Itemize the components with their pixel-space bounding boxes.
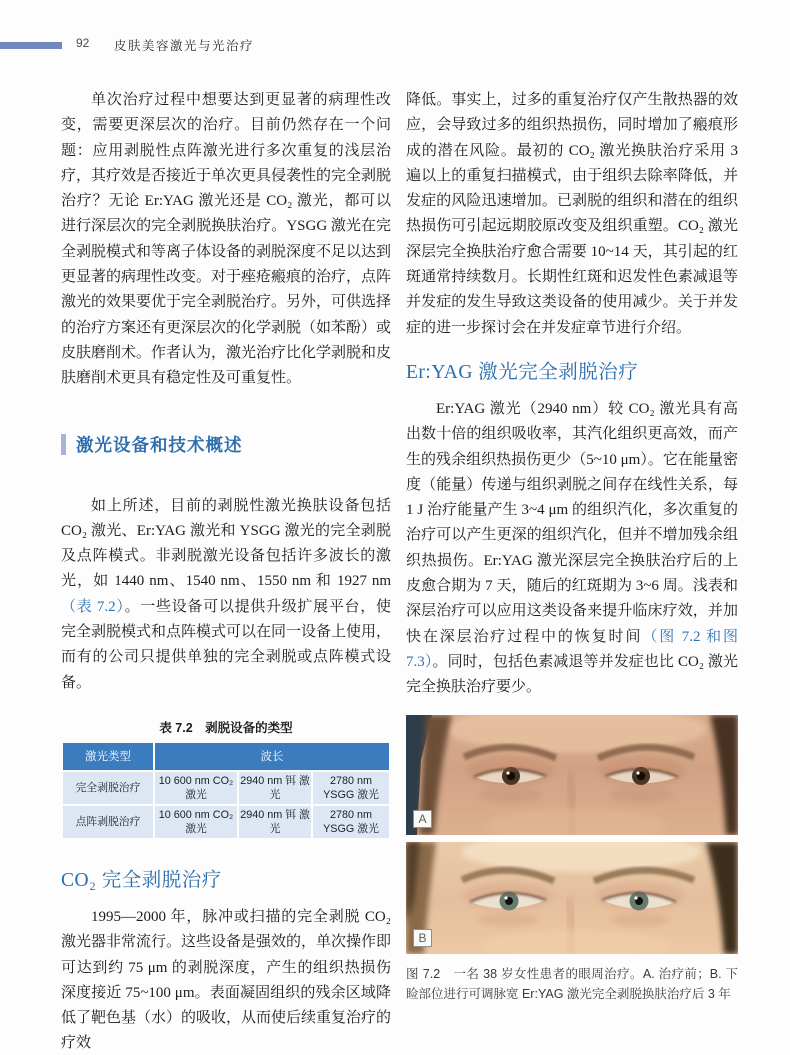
eryag-section-heading: Er:YAG 激光完全剥脱治疗 — [406, 361, 639, 383]
table-row-full-ablative — [62, 771, 390, 805]
photo-after-treatment — [406, 842, 738, 954]
paragraph-text: 。一些设备可以提供升级扩展平台，使完全剥脱模式和点阵模式可以在同一设备上使用，而有的公司只提供单独的完全剥脱或点阵模式设备。 — [61, 598, 392, 691]
running-title: 皮肤美容激光与光治疗 — [114, 39, 255, 53]
table-cell-co2: 10 600 nm CO₂ 激光 — [154, 805, 238, 839]
paragraph-text: 。同时，包括色素减退等并发症也比 CO₂ 激光完全换肤治疗要少。 — [406, 653, 738, 696]
paragraph-intro: 单次治疗过程中想要达到更显著的病理性改变，需要更深层次的治疗。目前仍然存在一个问题：应用剥脱性点阵激光进行多次重复的浅层治疗，其疗效是否接近于单次更具侵袭性的完全剥脱治疗？无论 Er:YAG 激光还是 CO₂ 激光，都可以进行深层次的完全剥脱换肤治疗。YSGG 激光在完全剥脱模式和等离子体设备的剥脱深度不足以达到更显著的病理性改变。对于痤疮瘢痕的治疗，点阵激光的效果要优于完全剥脱治疗。另外，可供选择的治疗方案还有更深层次的化学剥脱（如苯酚）或皮肤磨削术。作者认为，激光治疗比化学剥脱和皮肤磨削术更具有稳定性及可重复性。 — [61, 92, 392, 387]
table-cell-erbium: 2940 nm 铒 激光 — [238, 771, 312, 805]
ablative-devices-table — [61, 741, 391, 840]
photo-label-a: A — [413, 810, 432, 828]
paragraph-eryag — [406, 397, 738, 701]
table-cell-erbium: 2940 nm 铒 激光 — [238, 805, 312, 839]
table-header-laser-type: 激光类型 — [62, 742, 154, 771]
table-caption: 表 7.2 剥脱设备的类型 — [159, 720, 293, 735]
table-row-fractional-ablative — [62, 805, 390, 839]
figure-caption: 图 7.2 一名 38 岁女性患者的眼周治疗。A. 治疗前；B. 下睑部位进行可调脉宽 Er:YAG 激光完全剥脱换肤治疗后 3 年 — [406, 966, 738, 1001]
left-column — [61, 88, 391, 1055]
photo-before-treatment — [406, 715, 738, 835]
paragraph-text: 如上所述，目前的剥脱性激光换肤设备包括 CO₂ 激光、Er:YAG 激光和 YSGG 激光的完全剥脱及点阵模式。非剥脱激光设备包括许多波长的激光，如 1440 nm、1540 nm、1550 nm 和 1927 nm — [61, 497, 391, 590]
right-column — [406, 88, 738, 1004]
table-cell-ysgg: 2780 nm YSGG 激光 — [312, 771, 390, 805]
photo-before-illustration — [406, 715, 738, 835]
photo-after-illustration — [406, 842, 738, 954]
paragraph-co2-continued: 降低。事实上，过多的重复治疗仅产生散热器的效应，会导致过多的组织热损伤，同时增加了瘢痕形成的潜在风险。最初的 CO₂ 激光换肤治疗采用 3 遍以上的重复扫描模式，由于组织去除率降低，并发症的风险迅速增加。已剥脱的组织和潜在的组织热损伤可引起远期胶原改变及组织重塑。CO₂ 激光深层完全换肤治疗愈合需要 10~14 天，其引起的红斑通常持续数月。长期性红斑和迟发性色素减退等并发症的发生导致这类设备的使用减少。关于并发症的进一步探讨会在并发症章节进行介绍。 — [406, 92, 738, 336]
table-cell-type: 完全剥脱治疗 — [62, 771, 154, 805]
table-cell-ysgg: 2780 nm YSGG 激光 — [312, 805, 390, 839]
paragraph-co2: 1995—2000 年，脉冲或扫描的完全剥脱 CO₂ 激光器非常流行。这些设备是强效的，单次操作即可达到约 75 μm 的剥脱深度，产生的组织热损伤深度接近 75~100 μm。表面凝固组织的残余区域降低了靶色基（水）的吸收，从而使后续重复治疗的疗效 — [61, 908, 392, 1052]
table-header-wavelength: 波长 — [154, 742, 390, 771]
paragraph-text: Er:YAG 激光（2940 nm）较 CO₂ 激光具有高出数十倍的组织吸收率，其汽化组织更高效，而产生的残余组织热损伤更少（5~10 μm）。它在能量密度（能量）传递与组织剥脱之间存在线性关系，每 1 J 治疗能量产生 3~4 μm 的组织汽化，多次重复的治疗可以产生更深的组织汽化，但并不增加残余组织热损伤。Er:YAG 激光深层完全换肤治疗后的上皮愈合期为 7 天，随后的红斑期为 3~6 周。浅表和深层治疗可以应用这类设备来提升临床疗效，并加快在深层治疗过程中的恢复时间 — [406, 400, 738, 645]
table-7-2-ref-link[interactable]: （表 7.2） — [61, 598, 125, 615]
figure-7-2-ref-link[interactable]: （图 7.2 和图 7.3） — [406, 628, 738, 670]
section-heading-laser-devices — [61, 432, 391, 458]
section-heading-text: 激光设备和技术概述 — [76, 435, 243, 456]
paragraph-devices — [61, 494, 391, 696]
figure-7-2 — [406, 715, 738, 1004]
photo-label-b: B — [413, 929, 432, 947]
table-header-row — [62, 742, 390, 771]
table-cell-type: 点阵剥脱治疗 — [62, 805, 154, 839]
page-number: 92 — [76, 36, 90, 50]
header-accent-bar — [0, 42, 62, 49]
co2-section-heading: CO₂ 完全剥脱治疗 — [61, 869, 222, 891]
table-cell-co2: 10 600 nm CO₂ 激光 — [154, 771, 238, 805]
heading-accent-bar — [61, 434, 66, 455]
